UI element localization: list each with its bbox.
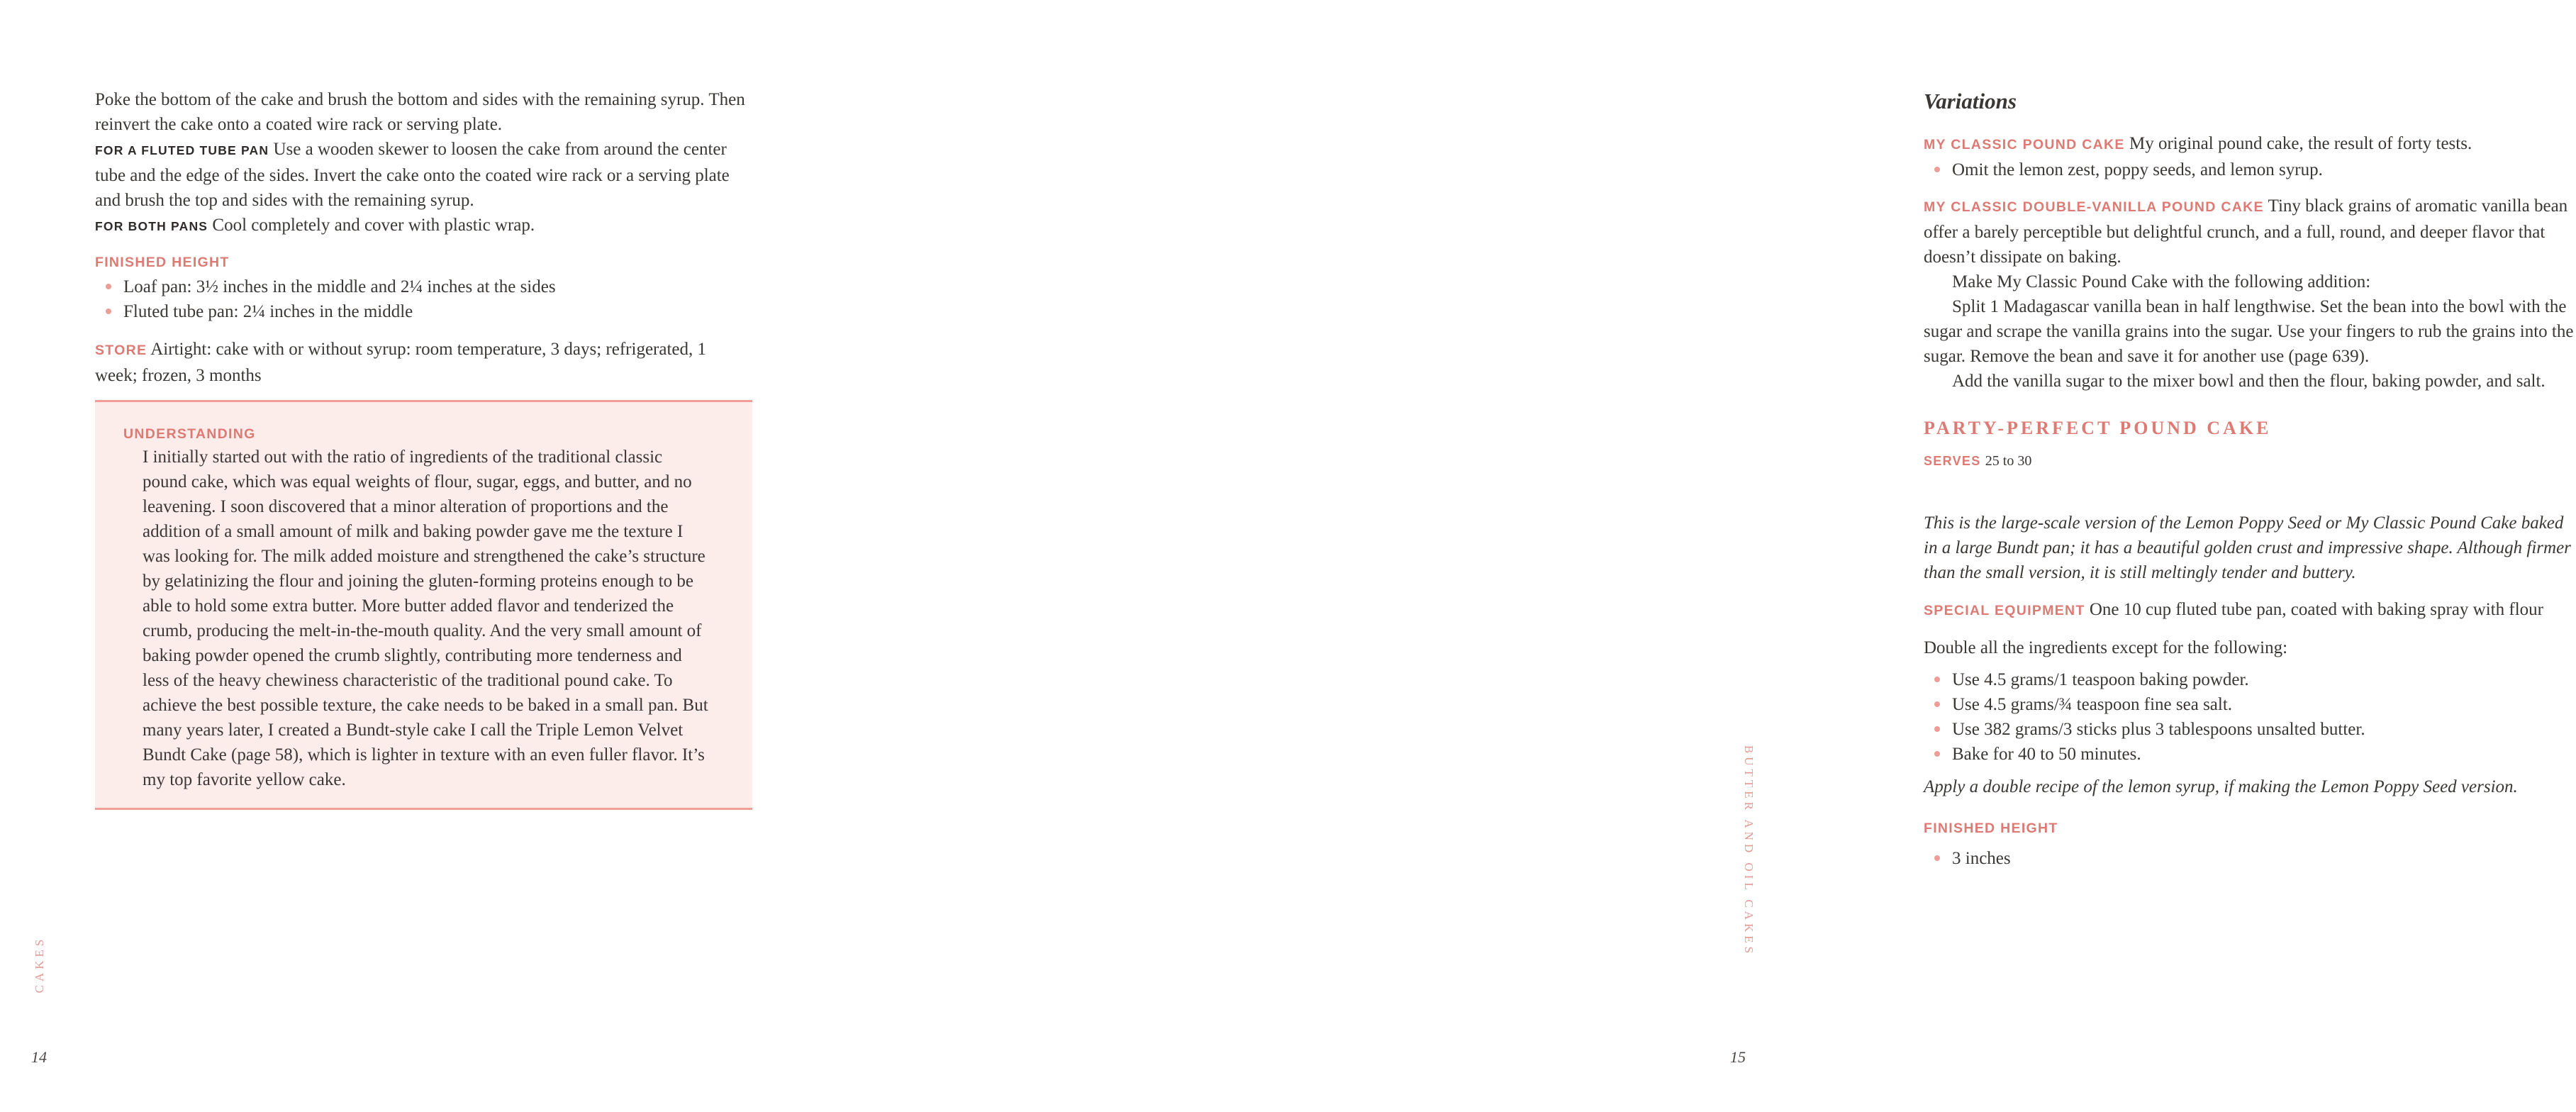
finished-height-heading: FINISHED HEIGHT	[1924, 821, 2058, 836]
bullet-icon	[1934, 677, 1940, 682]
list-item: Omit the lemon zest, poppy seeds, and lemon syrup.	[1924, 157, 2576, 182]
both-pans-label: FOR BOTH PANS	[95, 219, 208, 233]
left-page	[0, 0, 890, 1112]
finished-height-list	[95, 274, 752, 324]
running-head-right: BUTTER AND OIL CAKES	[1742, 745, 1756, 957]
special-equipment-paragraph: SPECIAL EQUIPMENT One 10 cup fluted tube pan, coated with baking spray with flour	[1924, 600, 2543, 619]
recipe-intro: This is the large-scale version of the Lemon Poppy Seed or My Classic Pound Cake baked in a large Bundt pan; it has a beautiful golden crust and impressive shape. Although firmer than the small version, it is still meltingly tender and buttery.	[1924, 513, 2571, 582]
bullet-icon	[1934, 167, 1940, 172]
fluted-pan-text: Use a wooden skewer to loosen the cake from around the center tube and the edge of the sides. Invert the cake onto the coated wire rack or a serving plate and brush the top and sides with the remaining syrup.	[95, 140, 730, 210]
serves-line	[1924, 447, 2576, 474]
serves-text: 25 to 30	[1985, 453, 2032, 469]
list-item: Fluted tube pan: 2¼ inches in the middle	[95, 299, 752, 324]
bullet-icon	[1934, 855, 1940, 861]
store-label: STORE	[95, 343, 147, 358]
left-page-content	[95, 87, 752, 388]
exceptions-list	[1924, 667, 2576, 767]
list-item: Loaf pan: 3½ inches in the middle and 2¼ inches at the sides	[95, 274, 752, 299]
classic-pound-cake-label: MY CLASSIC POUND CAKE	[1924, 137, 2125, 152]
bullet-icon	[1934, 726, 1940, 732]
double-vanilla-step: Add the vanilla sugar to the mixer bowl and then the flour, baking powder, and salt.	[1952, 372, 2546, 391]
double-vanilla-paragraph: MY CLASSIC DOUBLE-VANILLA POUND CAKE Tiny black grains of aromatic vanilla bean offer a barely perceptible but delightful crunch, and a full, round, and deeper flavor that doesn’t dissipate on baking.	[1924, 196, 2568, 267]
right-page-content	[1924, 87, 2576, 871]
variations-title: Variations	[1924, 89, 2017, 113]
bullet-icon	[1934, 701, 1940, 707]
double-vanilla-step: Split 1 Madagascar vanilla bean in half lengthwise. Set the bean into the bowl with the sugar and scrape the vanilla grains into the sugar. Use your fingers to rub the grains into the sugar. Remove the bean and save it for another use (page 639).	[1924, 297, 2574, 366]
list-item: Use 382 grams/3 sticks plus 3 tablespoons unsalted butter.	[1924, 717, 2576, 742]
understanding-heading: UNDERSTANDING	[123, 426, 256, 442]
fluted-pan-paragraph	[95, 137, 752, 213]
list-item: Use 4.5 grams/¾ teaspoon fine sea salt.	[1924, 692, 2576, 717]
cake-syrup-paragraph: Poke the bottom of the cake and brush the bottom and sides with the remaining syrup. Then reinvert the cake onto a coated wire rack or serving plate.	[95, 90, 745, 134]
both-pans-text: Cool completely and cover with plastic wrap.	[212, 216, 535, 235]
serves-label: SERVES	[1924, 454, 1981, 468]
bullet-icon	[1934, 751, 1940, 757]
both-pans-paragraph	[95, 213, 752, 239]
double-vanilla-label: MY CLASSIC DOUBLE-VANILLA POUND CAKE	[1924, 199, 2264, 215]
fluted-pan-label: FOR A FLUTED TUBE PAN	[95, 143, 269, 157]
list-item: Use 4.5 grams/1 teaspoon baking powder.	[1924, 667, 2576, 692]
page-number-right: 15	[1730, 1048, 1746, 1066]
special-equipment-label: SPECIAL EQUIPMENT	[1924, 603, 2085, 618]
double-ingredients-text: Double all the ingredients except for the following:	[1924, 638, 2288, 657]
double-vanilla-step: Make My Classic Pound Cake with the following addition:	[1952, 272, 2371, 291]
finished-height-list	[1924, 846, 2576, 871]
bullet-icon	[106, 284, 111, 289]
list-item: Bake for 40 to 50 minutes.	[1924, 742, 2576, 767]
finished-height-heading: FINISHED HEIGHT	[95, 255, 230, 270]
running-head-left: CAKES	[33, 935, 46, 994]
syrup-note: Apply a double recipe of the lemon syrup, if making the Lemon Poppy Seed version.	[1924, 777, 2518, 796]
page-number-left: 14	[31, 1048, 47, 1066]
recipe-title: PARTY-PERFECT POUND CAKE	[1924, 418, 2272, 438]
right-page	[890, 0, 2574, 1112]
understanding-sidebar	[95, 400, 752, 810]
classic-list	[1924, 157, 2576, 182]
store-paragraph	[95, 337, 752, 388]
understanding-text: I initially started out with the ratio of ingredients of the traditional classic pound cake, which was equal weights of flour, sugar, eggs, and butter, and no leavening. I soon discovered that a minor alteration of proportions and the addition of a small amount of milk and baking powder gave me the texture I was looking for. The milk added moisture and strengthened the cake’s structure by gelatinizing the flour and joining the gluten-forming proteins enough to be able to hold some extra butter. More butter added flavor and tenderized the crumb, producing the melt-in-the-mouth quality. And the very small amount of baking powder opened the crumb slightly, contributing more tenderness and less of the heavy chewiness characteristic of the traditional pound cake. To achieve the best possible texture, the cake needs to be baked in a small pan. But many years later, I created a Bundt-style cake I call the Triple Lemon Velvet Bundt Cake (page 58), which is lighter in texture with an even fuller flavor. It’s my top favorite yellow cake.	[143, 447, 708, 789]
list-item: 3 inches	[1924, 846, 2576, 871]
bullet-icon	[106, 308, 111, 314]
store-text: Airtight: cake with or without syrup: room temperature, 3 days; refrigerated, 1 week; frozen, 3 months	[95, 340, 707, 385]
classic-pound-cake-paragraph: MY CLASSIC POUND CAKE My original pound cake, the result of forty tests.	[1924, 134, 2472, 153]
